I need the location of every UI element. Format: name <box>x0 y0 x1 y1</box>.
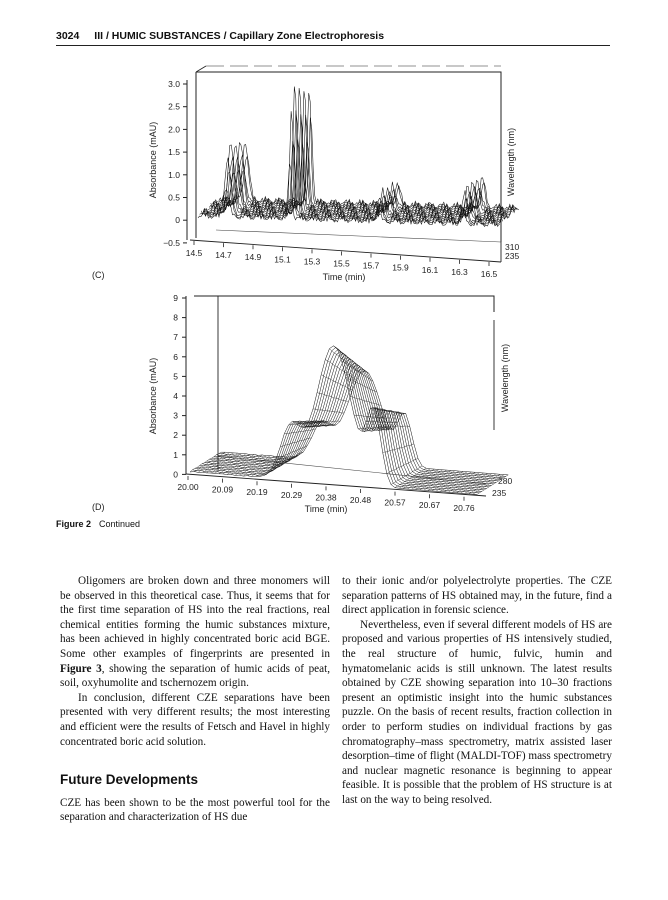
panel-d-y-tick-label: 2 <box>173 430 178 441</box>
panel-c-x-tick-label: 14.9 <box>244 252 262 263</box>
panel-d-surface-line <box>197 352 484 490</box>
panel-c-y-tick-label: 2.5 <box>168 101 180 112</box>
panel-d-zlabel: Wavelength (nm) <box>500 343 510 413</box>
panel-d-z-tick-235: 235 <box>492 488 507 498</box>
panel-d-x-tick-label: 20.38 <box>315 492 337 503</box>
panel-d-xlabel: Time (min) <box>304 504 348 514</box>
panel-d-x-tick-label: 20.48 <box>349 495 372 505</box>
caption-text: Continued <box>99 519 141 529</box>
panel-c-trace <box>217 93 517 211</box>
panel-d-x-tick-label: 20.67 <box>418 500 441 511</box>
panel-c-label: (C) <box>92 270 105 280</box>
figure-reference: Figure 3 <box>60 662 102 675</box>
panel-d-z-tick-280: 280 <box>498 476 513 486</box>
panel-d-y-tick-label: 4 <box>173 391 178 401</box>
panel-d-x-tick-label: 20.57 <box>384 497 406 508</box>
panel-c-x-tick-label: 15.5 <box>333 258 350 269</box>
panel-d <box>92 293 512 514</box>
panel-c-x-tick-label: 16.5 <box>480 269 498 279</box>
page-number: 3024 <box>56 30 80 42</box>
panel-c-x-tick-label: 15.7 <box>362 260 380 271</box>
text-column-left <box>60 574 330 825</box>
panel-d-x-tick-label: 20.09 <box>211 484 234 495</box>
text-column-right <box>342 574 612 808</box>
panel-d-surface-line <box>202 355 489 487</box>
panel-c-y-tick-label: 3.0 <box>168 79 180 89</box>
panel-d-surface-line <box>200 353 487 488</box>
panel-c-z-tick-310: 310 <box>505 242 520 252</box>
panel-c-y-tick-label: 0 <box>175 215 180 226</box>
panel-c-x-tick-label: 14.7 <box>215 250 232 261</box>
panel-d-ylabel: Absorbance (mAU) <box>148 357 158 435</box>
section-heading: Future Developments <box>60 772 199 788</box>
panel-d-y-tick-label: 5 <box>173 371 178 382</box>
panel-c-x-tick-label: 15.3 <box>303 256 321 267</box>
panel-c-trace <box>214 115 514 214</box>
panel-c-y-tick-label: 1.5 <box>168 147 180 158</box>
panel-c-zlabel: Wavelength (nm) <box>506 127 516 197</box>
running-header <box>56 30 612 42</box>
paragraph: to their ionic and/or polyelectrolyte properties. The CZE separation patterns of HS obtained may, in the future, find a direct application in forensic science. <box>342 575 612 617</box>
panel-d-x-tick-label: 20.19 <box>246 487 268 498</box>
panel-c-y-tick-label: −0.5 <box>163 237 180 248</box>
paragraph: Nevertheless, even if several different models of HS are proposed and various properties of HS intensively studied, the real structure of humic, fulvic, humin and hymatomelanic acids is still unknown. The latest results obtained by CZE showing separation into 10–30 fractions present an optimistic insight into the humic substances puzzle. On the basis of recent results, fraction collection in order to perform studies on individual fractions by gas chromatography–mass spectrometry, matrix assisted laser desorption–time of flight (MALDI-TOF) mass spectrometry and nuclear magnetic resonance is beginning to appear feasible. It is possible that the problem of HS structure is at last on the way to being resolved. <box>342 618 612 806</box>
panel-c-y-tick-label: 0.5 <box>168 192 180 203</box>
panel-d-x-tick-label: 20.76 <box>453 502 475 513</box>
panel-c-x-tick-label: 16.3 <box>451 266 468 277</box>
panel-d-y-tick-label: 6 <box>173 351 178 362</box>
paragraph: Oligomers are broken down and three monomers will be observed in this theoretical case. Thus, it seems that for the first time separation of HS into the real fractions, real chemical entities forming the humic substances mixture, has been achieved in highly concentrated boric acid BGE. Some other examples of fingerprints are presented in Figure 3, showing the separation of humic acids of peat, soil, oxyhumolite and tschernozem origin. <box>60 575 330 690</box>
panel-c-ylabel: Absorbance (mAU) <box>148 121 158 199</box>
panel-c-xlabel: Time (min) <box>322 272 366 282</box>
figure-caption <box>56 519 140 529</box>
panel-c-x-tick-label: 15.9 <box>392 262 409 273</box>
panel-c <box>92 66 519 282</box>
panel-c-y-tick-label: 2.0 <box>168 124 180 135</box>
panel-d-y-tick-label: 1 <box>173 449 178 460</box>
panel-d-x-tick-label: 20.00 <box>177 482 199 492</box>
panel-c-trace <box>216 142 516 212</box>
panel-c-trace <box>212 91 512 215</box>
paragraph: In conclusion, different CZE separations have been presented with very different results; the most interesting and efficient were the results of Fetsch and Havel in highly concentrated boric acid solution. <box>60 691 330 748</box>
panel-c-x-tick-label: 15.1 <box>274 254 291 265</box>
figure-2-panels <box>56 50 612 516</box>
panel-c-x-tick-label: 16.1 <box>421 264 439 275</box>
panel-d-y-tick-label: 8 <box>173 312 178 323</box>
running-title: III / HUMIC SUBSTANCES / Capillary Zone Electrophoresis <box>94 30 385 42</box>
panel-c-trace <box>208 88 508 219</box>
panel-c-trace <box>203 87 503 223</box>
header-rule <box>56 45 610 46</box>
panel-c-z-tick-235: 235 <box>505 251 520 261</box>
panel-d-x-tick-label: 20.29 <box>280 489 303 500</box>
caption-label: Figure 2 <box>56 519 92 529</box>
panel-d-y-tick-label: 3 <box>173 410 178 421</box>
paragraph: CZE has been shown to be the most powerful tool for the separation and characterization of HS due <box>60 796 330 824</box>
panel-d-y-tick-label: 7 <box>173 332 178 343</box>
panel-d-label: (D) <box>92 502 105 512</box>
panel-d-y-tick-label: 9 <box>173 293 178 303</box>
panel-c-y-tick-label: 1.0 <box>168 169 180 180</box>
panel-d-y-tick-label: 0 <box>173 469 178 480</box>
panel-c-trace <box>219 118 519 210</box>
panel-c-x-tick-label: 14.5 <box>185 248 203 258</box>
